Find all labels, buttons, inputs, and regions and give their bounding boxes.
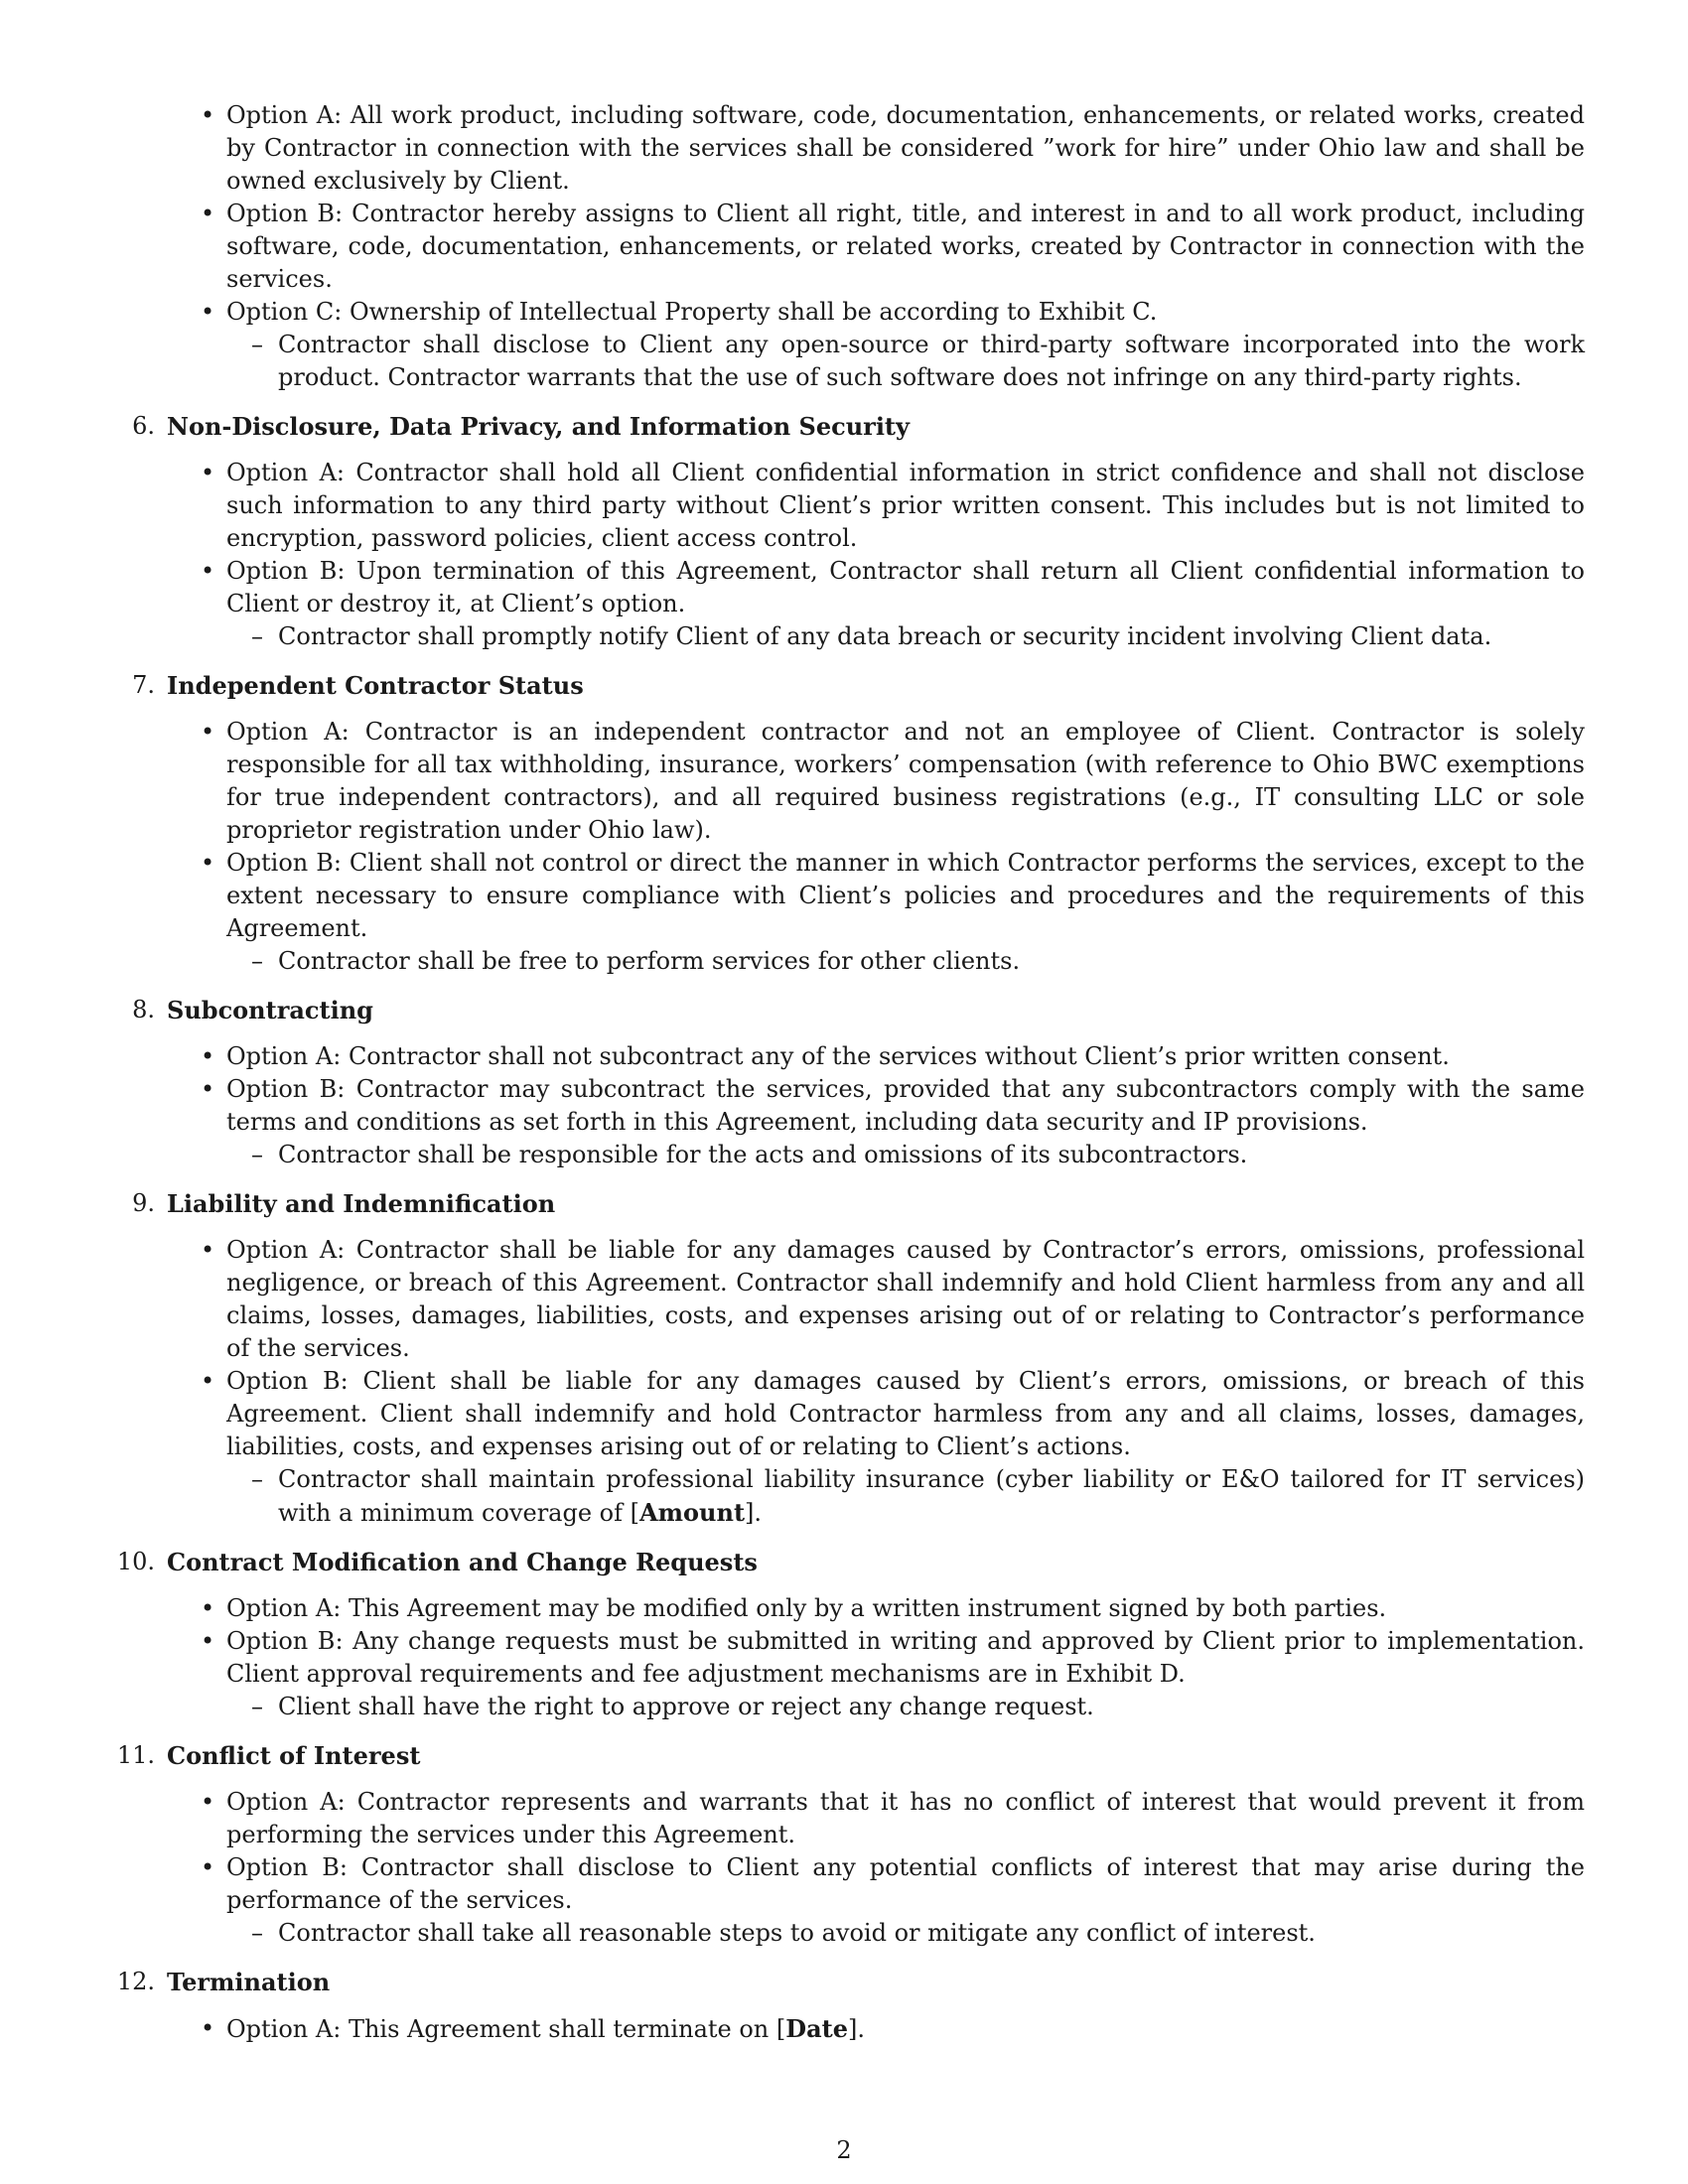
option-list <box>0 1040 1688 1171</box>
contract-section <box>0 1546 1688 1723</box>
sub-item-list <box>226 1139 1585 1171</box>
sub-item-list <box>226 329 1585 394</box>
option-list <box>0 1234 1688 1530</box>
section-heading <box>0 994 1688 1026</box>
option-list <box>0 99 1688 394</box>
option-item <box>226 1851 1585 1950</box>
section-heading <box>0 1546 1688 1578</box>
section-number: 9. <box>132 1189 155 1217</box>
section-title: Independent Contractor Status <box>167 671 584 700</box>
section-number: 8. <box>132 996 155 1024</box>
section-heading <box>0 1966 1688 1998</box>
contract-section <box>0 994 1688 1171</box>
option-item <box>226 1040 1585 1073</box>
option-text: Option B: Contractor hereby assigns to Client all right, title, and interest in and to all work product, including software, code, documentation, enhancements, or related works, created by Contractor in connection with the services. <box>226 200 1585 293</box>
option-text: Option B: Contractor may subcontract the services, provided that any subcontractors comply with the same terms and conditions as set forth in this Agreement, including data security and IP provisions. <box>226 1075 1585 1136</box>
option-item <box>226 99 1585 198</box>
contract-section <box>0 1966 1688 2046</box>
contract-section <box>0 669 1688 978</box>
section-title: Liability and Indemnification <box>167 1189 556 1218</box>
option-list <box>0 1786 1688 1950</box>
sub-item-list <box>226 620 1585 653</box>
section-heading <box>0 1739 1688 1772</box>
option-list <box>0 457 1688 653</box>
sub-item: – Contractor shall promptly notify Client of any data breach or security incident involving Client data. <box>278 620 1585 653</box>
option-text: Option B: Any change requests must be submitted in writing and approved by Client prior to implementation. Client approval requirements and fee adjustment mechanisms are in Exhibit D. <box>226 1627 1585 1688</box>
contract-section <box>0 1739 1688 1950</box>
option-text: Option C: Ownership of Intellectual Property shall be according to Exhibit C. <box>226 298 1158 326</box>
section-heading <box>0 669 1688 702</box>
option-item <box>226 1625 1585 1723</box>
section-heading <box>0 1187 1688 1220</box>
contract-section <box>0 1187 1688 1530</box>
sub-item-list <box>226 1917 1585 1950</box>
bold-placeholder: Date <box>785 2014 848 2043</box>
option-text: Option A: All work product, including software, code, documentation, enhancements, or related works, created by Contractor in connection with the services shall be considered ”work for hire” under Ohio law and shall be owned exclusively by Client. <box>226 101 1585 195</box>
option-item <box>226 1365 1585 1530</box>
option-text: Option A: Contractor is an independent contractor and not an employee of Client. Contractor is solely responsible for all tax withholding, insurance, workers’ compensation (with reference to Ohio BWC exemptions for true independent contractors), and all required business registrations (e.g., IT consulting LLC or sole proprietor registration under Ohio law). <box>226 718 1585 844</box>
sub-item-list <box>226 1691 1585 1723</box>
option-list <box>0 716 1688 978</box>
contract-section <box>0 410 1688 653</box>
option-text: Option A: This Agreement shall terminate on [Date]. <box>226 2014 865 2043</box>
section-number: 6. <box>132 412 155 440</box>
option-item <box>226 457 1585 555</box>
option-text: Option B: Client shall not control or direct the manner in which Contractor performs the services, except to the extent necessary to ensure compliance with Client’s policies and procedures and the requirements of this Agreement. <box>226 849 1585 942</box>
option-item <box>226 1592 1585 1625</box>
option-list <box>0 2012 1688 2046</box>
option-item <box>226 1786 1585 1851</box>
sub-item-list <box>226 1463 1585 1530</box>
option-text: Option B: Upon termination of this Agreement, Contractor shall return all Client confidential information to Client or destroy it, at Client’s option. <box>226 557 1585 617</box>
section-number: 11. <box>116 1741 155 1769</box>
option-item <box>226 555 1585 653</box>
sub-item-list <box>226 945 1585 978</box>
option-item <box>226 1073 1585 1171</box>
option-text: Option A: Contractor shall be liable for any damages caused by Contractor’s errors, omissions, professional negligence, or breach of this Agreement. Contractor shall indemnify and hold Client harmless from any and all claims, losses, damages, liabilities, costs, and expenses arising out of or relating to Contractor’s performance of the services. <box>226 1236 1585 1362</box>
option-text: Option A: This Agreement may be modified only by a written instrument signed by both parties. <box>226 1594 1387 1622</box>
option-text: Option A: Contractor shall not subcontract any of the services without Client’s prior written consent. <box>226 1042 1450 1070</box>
option-text: Option A: Contractor shall hold all Client confidential information in strict confidence and shall not disclose such information to any third party without Client’s prior written consent. This includes but is not limited to encryption, password policies, client access control. <box>226 459 1585 552</box>
sub-item: – Contractor shall take all reasonable steps to avoid or mitigate any conflict of interest. <box>278 1917 1585 1950</box>
sub-item: – Contractor shall maintain professional liability insurance (cyber liability or E&O tailored for IT services) with a minimum coverage of [Amount]. <box>278 1463 1585 1530</box>
section-heading <box>0 410 1688 443</box>
section-number: 7. <box>132 671 155 699</box>
option-item <box>226 198 1585 296</box>
option-text: Option A: Contractor represents and warrants that it has no conflict of interest that would prevent it from performing the services under this Agreement. <box>226 1788 1585 1848</box>
page-number: 2 <box>836 2136 852 2164</box>
section-title: Contract Modification and Change Requests <box>167 1548 758 1576</box>
option-text: Option B: Contractor shall disclose to Client any potential conflicts of interest that may arise during the performance of the services. <box>226 1853 1585 1914</box>
option-item <box>226 296 1585 394</box>
section-title: Conflict of Interest <box>167 1741 421 1770</box>
bold-placeholder: Amount <box>639 1498 746 1527</box>
section-title: Subcontracting <box>167 996 373 1024</box>
option-item <box>226 716 1585 847</box>
section-title: Non-Disclosure, Data Privacy, and Information Security <box>167 412 910 441</box>
sub-item: – Contractor shall be responsible for the acts and omissions of its subcontractors. <box>278 1139 1585 1171</box>
sub-item: – Contractor shall be free to perform services for other clients. <box>278 945 1585 978</box>
section-number: 12. <box>116 1968 155 1995</box>
option-item <box>226 1234 1585 1365</box>
sub-item: – Contractor shall disclose to Client any open-source or third-party software incorporated into the work product. Contractor warrants that the use of such software does not infringe on any third-party rights. <box>278 329 1585 394</box>
option-item <box>226 847 1585 978</box>
document-body <box>0 99 1688 2046</box>
section-title: Termination <box>167 1968 331 1996</box>
section-number: 10. <box>116 1548 155 1575</box>
option-text: Option B: Client shall be liable for any damages caused by Client’s errors, omissions, or breach of this Agreement. Client shall indemnify and hold Contractor harmless from any and all claims, losses, damages, liabilities, costs, and expenses arising out of or relating to Client’s actions. <box>226 1367 1585 1460</box>
sub-item: – Client shall have the right to approve or reject any change request. <box>278 1691 1585 1723</box>
option-item <box>226 2012 1585 2046</box>
option-list <box>0 1592 1688 1723</box>
